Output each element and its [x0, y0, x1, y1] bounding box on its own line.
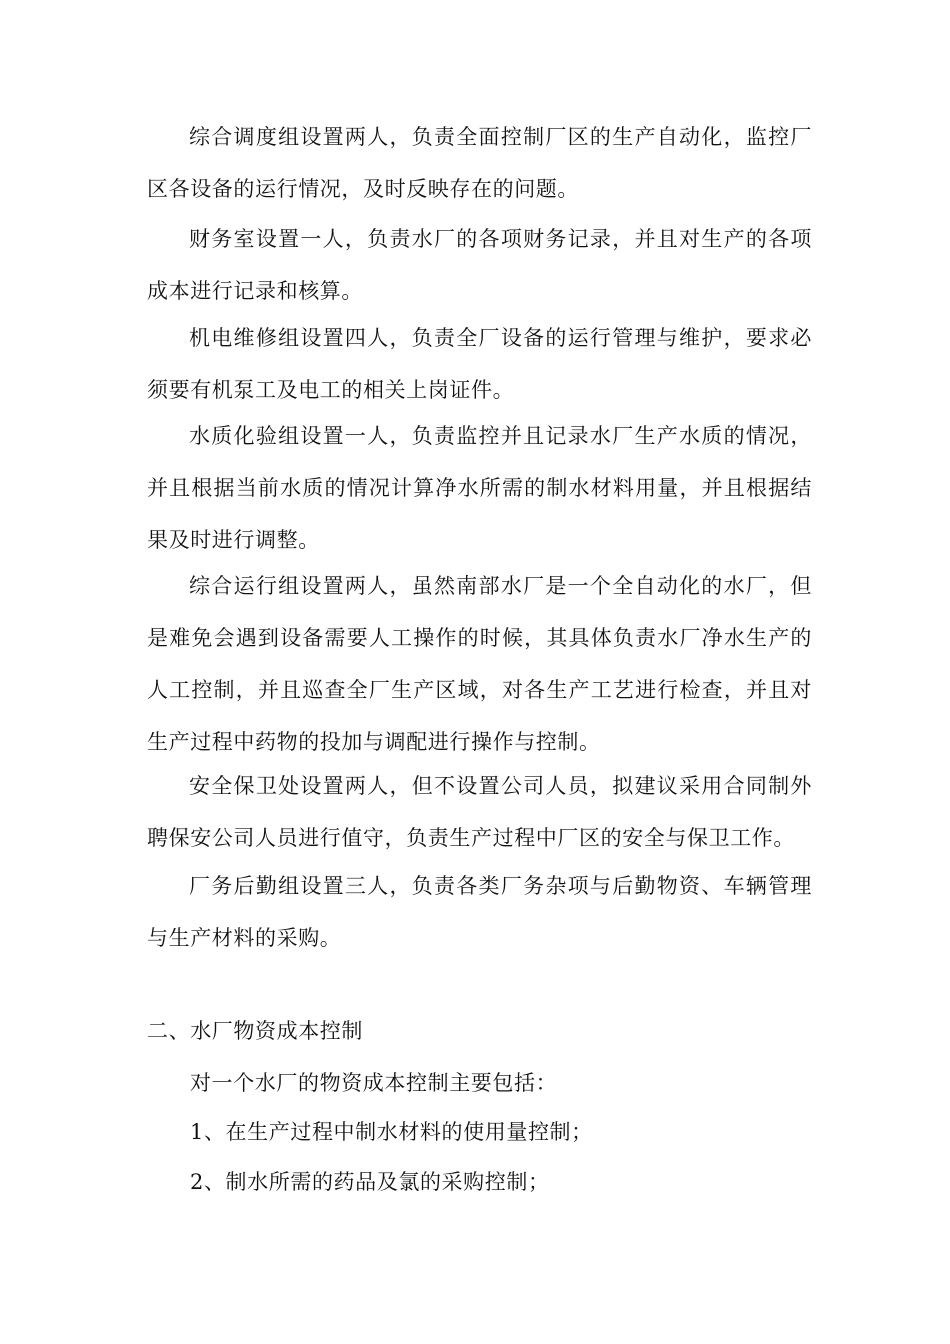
paragraph-logistics-group: 厂务后勤组设置三人，负责各类厂务杂项与后勤物资、车辆管理与生产材料的采购。 — [147, 874, 812, 950]
paragraph-finance-office: 财务室设置一人，负责水厂的各项财务记录，并且对生产的各项成本进行记录和核算。 — [147, 227, 812, 303]
list-item: 2、制水所需的药品及氯的采购控制； — [190, 1170, 550, 1194]
paragraph-maintenance-group: 机电维修组设置四人，负责全厂设备的运行管理与维护，要求必须要有机泵工及电工的相关上岗证件。 — [147, 326, 812, 402]
list-item: 1、在生产过程中制水材料的使用量控制； — [190, 1120, 593, 1144]
paragraph-security-office: 安全保卫处设置两人，但不设置公司人员，拟建议采用合同制外聘保安公司人员进行值守，负责生产过程中厂区的安全与保卫工作。 — [147, 774, 812, 850]
paragraph-dispatch-group: 综合调度组设置两人，负责全面控制厂区的生产自动化，监控厂区各设备的运行情况，及时反映存在的问题。 — [147, 125, 812, 201]
paragraph-operations-group: 综合运行组设置两人，虽然南部水厂是一个全自动化的水厂，但是难免会遇到设备需要人工操作的时候，其具体负责水厂净水生产的人工控制，并且巡查全厂生产区域，对各生产工艺进行检查，并且对生产过程中药物的投加与调配进行操作与控制。 — [147, 574, 812, 754]
paragraph-water-quality-group: 水质化验组设置一人，负责监控并且记录水厂生产水质的情况，并且根据当前水质的情况计算净水所需的制水材料用量，并且根据结果及时进行调整。 — [147, 424, 812, 552]
section-intro: 对一个水厂的物资成本控制主要包括： — [190, 1071, 558, 1095]
section-heading: 二、水厂物资成本控制 — [147, 1019, 363, 1043]
